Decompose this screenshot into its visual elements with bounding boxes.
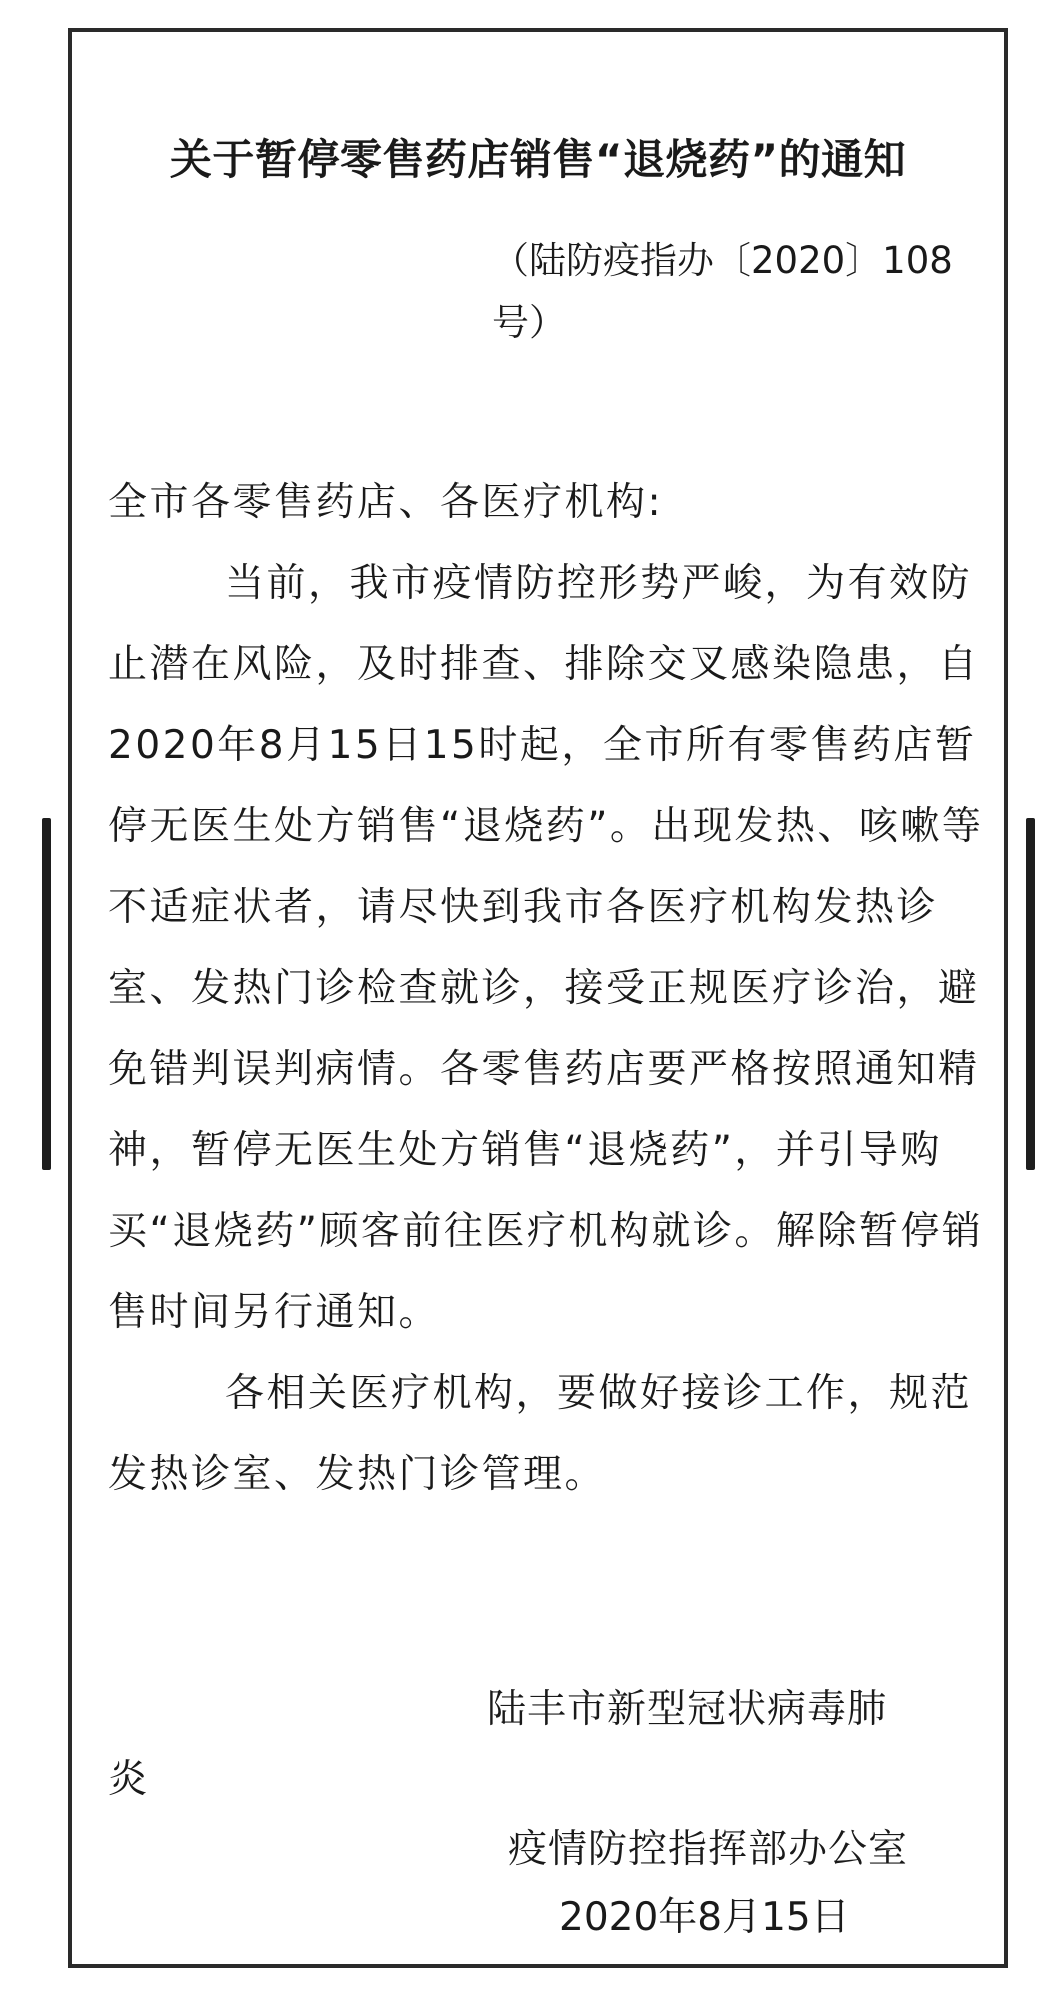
notice-body xyxy=(108,462,998,1515)
signature-date: 2020年8月15日 xyxy=(559,1895,850,1940)
issuer-line-1: 陆丰市新型冠状病毒肺 xyxy=(487,1687,888,1732)
left-edge-bar xyxy=(42,818,51,1170)
issuer-line-2: 炎 xyxy=(108,1757,148,1802)
issuer-line-3: 疫情防控指挥部办公室 xyxy=(508,1827,909,1872)
notice-document xyxy=(72,32,1004,1964)
document-number-line1: （陆防疫指办〔2020〕108 xyxy=(492,239,953,282)
document-number xyxy=(492,230,1032,354)
main-paragraph: 当前，我市疫情防控形势严峻，为有效防止潜在风险，及时排查、排除交叉感染隐患，自2020年8月15日15时起，全市所有零售药店暂停无医生处方销售“退烧药”。出现发热、咳嗽等不适症状者，请尽快到我市各医疗机构发热诊室、发热门诊检查就诊，接受正规医疗诊治，避免错判误判病情。各零售药店要严格按照通知精神，暂停无医生处方销售“退烧药”，并引导购买“退烧药”顾客前往医疗机构就诊。解除暂停销售时间另行通知。 xyxy=(108,561,984,1335)
document-number-line2: 号） xyxy=(492,301,566,344)
right-edge-bar xyxy=(1026,818,1035,1170)
notice-title: 关于暂停零售药店销售“退烧药”的通知 xyxy=(169,135,907,184)
salutation: 全市各零售药店、各医疗机构: xyxy=(108,480,664,525)
document-frame xyxy=(68,28,1008,1968)
second-paragraph: 各相关医疗机构，要做好接诊工作，规范发热诊室、发热门诊管理。 xyxy=(108,1371,973,1497)
